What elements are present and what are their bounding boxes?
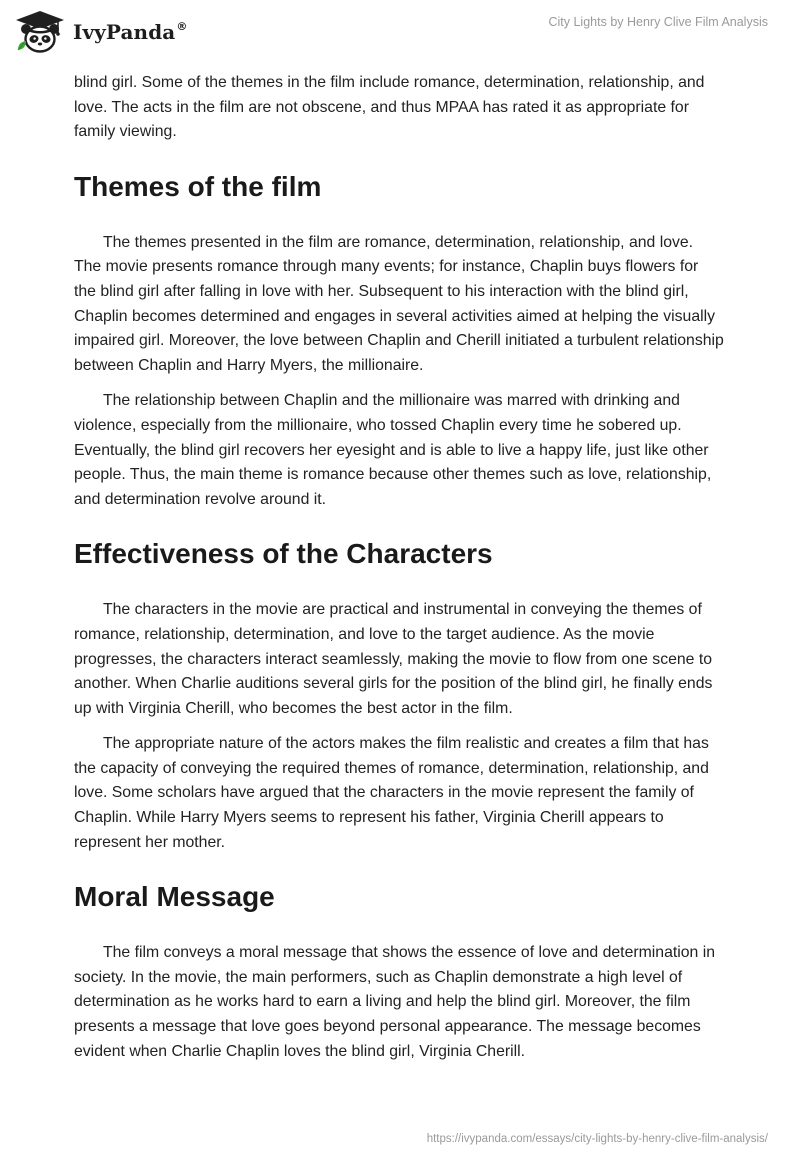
section-heading-moral: Moral Message xyxy=(74,881,275,913)
essay-body xyxy=(74,71,724,1075)
paragraph: The themes presented in the film are romance, determination, relationship, and love. The movie presents romance through many events; for instance, Chaplin buys flowers for the blind girl after falling in love with her. Subsequent to his interaction with the blind girl, Chaplin becomes determined and engages in several activities aimed at helping the visually impaired girl. Moreover, the love between Chaplin and Cherill initiated a turbulent relationship between Chaplin and Harry Myers, the millionaire. xyxy=(74,233,724,374)
registered-mark: ® xyxy=(176,20,188,33)
paragraph: The relationship between Chaplin and the millionaire was marred with drinking and violence, especially from the millionaire, who tossed Chaplin every time he sobered up. Eventually, the blind girl recovers her eyesight and is able to live a happy life, just like other people. Thus, the main theme is romance because other themes such as love, relationship, and determination revolve around it. xyxy=(74,392,712,508)
paragraph: The characters in the movie are practical and instrumental in conveying the themes of romance, relationship, determination, and love to the target audience. As the movie progresses, the characters interact seamlessly, making the movie to flow from one scene to another. When Charlie auditions several girls for the position of the blind girl, he finally ends up with Virginia Cherill, who becomes the best actor in the film. xyxy=(74,601,713,717)
paragraph: The appropriate nature of the actors makes the film realistic and creates a film that has the capacity of conveying the required themes of romance, determination, relationship, and love. Some scholars have argued that the characters in the movie represent the family of Chaplin. While Harry Myers seems to represent his father, Virginia Cherill appears to represent her mother. xyxy=(74,735,709,851)
paragraph: The film conveys a moral message that shows the essence of love and determination in society. In the movie, the main performers, such as Chaplin demonstrate a high level of determination as he works hard to earn a living and help the blind girl. Moreover, the film presents a message that love goes beyond personal appearance. The message becomes evident when Charlie Chaplin loves the blind girl, Virginia Cherill. xyxy=(74,944,716,1060)
source-url-link[interactable]: https://ivypanda.com/essays/city-lights-by-henry-clive-film-analysis/ xyxy=(426,1133,768,1145)
document-title: City Lights by Henry Clive Film Analysis xyxy=(548,15,768,29)
section-heading-themes: Themes of the film xyxy=(74,170,322,202)
ivypanda-logo[interactable] xyxy=(14,8,187,56)
section-heading-characters: Effectiveness of the Characters xyxy=(74,538,493,570)
page-header xyxy=(0,0,800,68)
paragraph: blind girl. Some of the themes in the film include romance, determination, relationship, and love. The acts in the film are not obscene, and thus MPAA has rated it as appropriate for family viewing. xyxy=(74,74,705,141)
panda-graduate-logo-icon xyxy=(14,10,66,54)
brand-name: IvyPanda® xyxy=(73,20,188,44)
